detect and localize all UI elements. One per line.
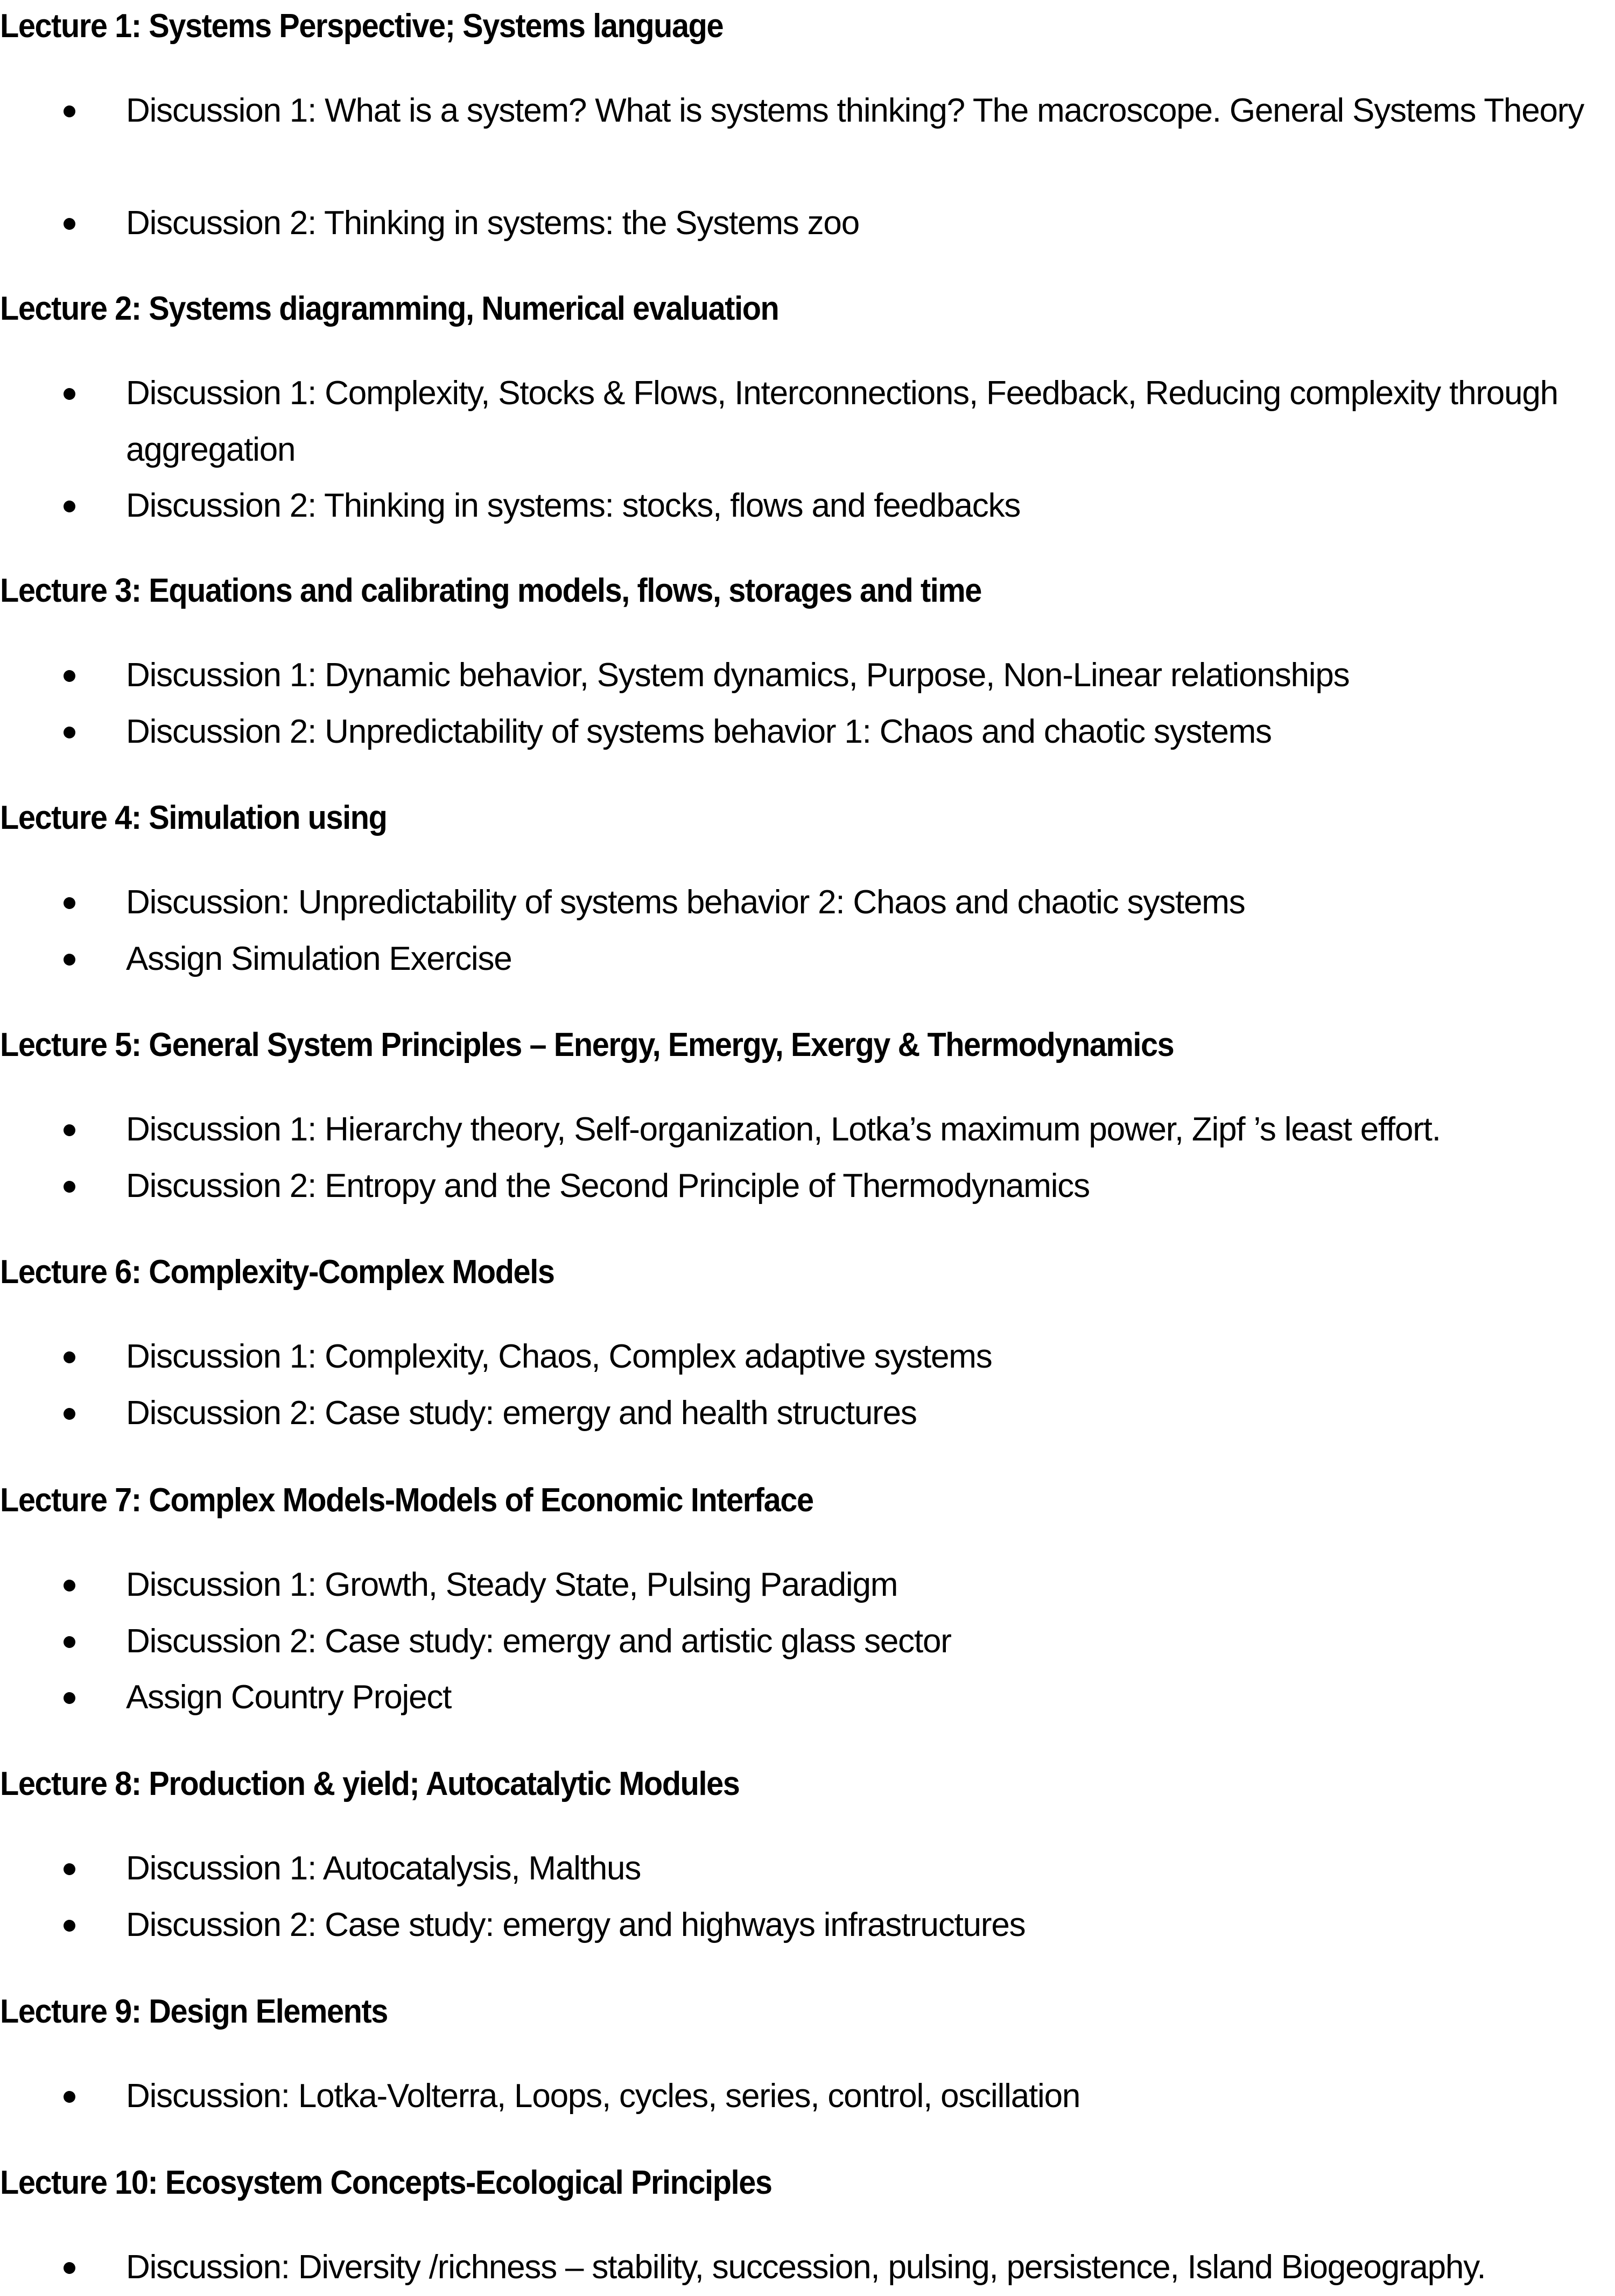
discussion-text: Discussion 1: Complexity, Chaos, Complex adaptive systems xyxy=(126,1338,992,1375)
lecture-heading: Lecture 5: General System Principles – Energy, Emergy, Exergy & Thermodynamics xyxy=(0,1026,1174,1064)
lecture-heading: Lecture 10: Ecosystem Concepts-Ecological Principles xyxy=(0,2164,772,2201)
discussion-text: Discussion: Lotka-Volterra, Loops, cycles, series, control, oscillation xyxy=(126,2077,1080,2115)
discussion-text: Discussion 1: Dynamic behavior, System dynamics, Purpose, Non-Linear relationships xyxy=(126,657,1350,694)
bullet-icon xyxy=(64,1124,75,1136)
discussion-text: Discussion 2: Case study: emergy and highways infrastructures xyxy=(126,1906,1026,1943)
discussion-text: Discussion 1: Complexity, Stocks & Flows, Interconnections, Feedback, Reducing complexity through aggregation xyxy=(126,375,1558,468)
discussion-text: Assign Country Project xyxy=(126,1679,452,1716)
discussion-text: Assign Simulation Exercise xyxy=(126,940,512,977)
discussion-text: Discussion 2: Entropy and the Second Principle of Thermodynamics xyxy=(126,1167,1090,1205)
lecture-heading: Lecture 7: Complex Models-Models of Economic Interface xyxy=(0,1482,813,1519)
lecture-heading: Lecture 9: Design Elements xyxy=(0,1993,388,2030)
discussion-text: Discussion 1: Autocatalysis, Malthus xyxy=(126,1850,641,1887)
bullet-icon xyxy=(64,1181,75,1193)
discussion-text: Discussion: Diversity /richness – stability, succession, pulsing, persistence, Island Biogeography. xyxy=(126,2249,1486,2286)
bullet-icon xyxy=(64,105,75,117)
bullet-icon xyxy=(64,897,75,909)
lecture-heading: Lecture 6: Complexity-Complex Models xyxy=(0,1253,554,1291)
bullet-icon xyxy=(64,2262,75,2274)
bullet-icon xyxy=(64,1692,75,1704)
bullet-icon xyxy=(64,501,75,512)
bullet-icon xyxy=(64,954,75,966)
bullet-icon xyxy=(64,1580,75,1591)
lecture-heading: Lecture 1: Systems Perspective; Systems language xyxy=(0,8,724,45)
bullet-icon xyxy=(64,1636,75,1648)
bullet-icon xyxy=(64,1351,75,1363)
discussion-text: Discussion 2: Case study: emergy and artistic glass sector xyxy=(126,1622,951,1660)
discussion-text: Discussion 1: What is a system? What is systems thinking? The macroscope. General Systems Theory xyxy=(126,92,1584,129)
bullet-icon xyxy=(64,1408,75,1420)
bullet-icon xyxy=(64,670,75,682)
bullet-icon xyxy=(64,1863,75,1875)
bullet-icon xyxy=(64,218,75,230)
discussion-text: Discussion 2: Thinking in systems: the Systems zoo xyxy=(126,205,859,242)
discussion-text: Discussion 2: Unpredictability of systems behavior 1: Chaos and chaotic systems xyxy=(126,713,1272,750)
discussion-text: Discussion 1: Hierarchy theory, Self-organization, Lotka’s maximum power, Zipf ’s least effort. xyxy=(126,1111,1441,1148)
bullet-icon xyxy=(64,2091,75,2103)
discussion-text: Discussion 2: Case study: emergy and health structures xyxy=(126,1394,917,1432)
bullet-icon xyxy=(64,388,75,400)
discussion-text: Discussion 2: Thinking in systems: stocks, flows and feedbacks xyxy=(126,487,1021,525)
lecture-heading: Lecture 3: Equations and calibrating models, flows, storages and time xyxy=(0,572,981,609)
lecture-heading: Lecture 8: Production & yield; Autocatalytic Modules xyxy=(0,1765,740,1802)
discussion-text: Discussion 1: Growth, Steady State, Pulsing Paradigm xyxy=(126,1566,898,1603)
bullet-icon xyxy=(64,727,75,738)
discussion-text: Discussion: Unpredictability of systems behavior 2: Chaos and chaotic systems xyxy=(126,884,1245,921)
lecture-heading: Lecture 4: Simulation using xyxy=(0,799,387,836)
lecture-heading: Lecture 2: Systems diagramming, Numerical evaluation xyxy=(0,290,779,327)
bullet-icon xyxy=(64,1920,75,1932)
